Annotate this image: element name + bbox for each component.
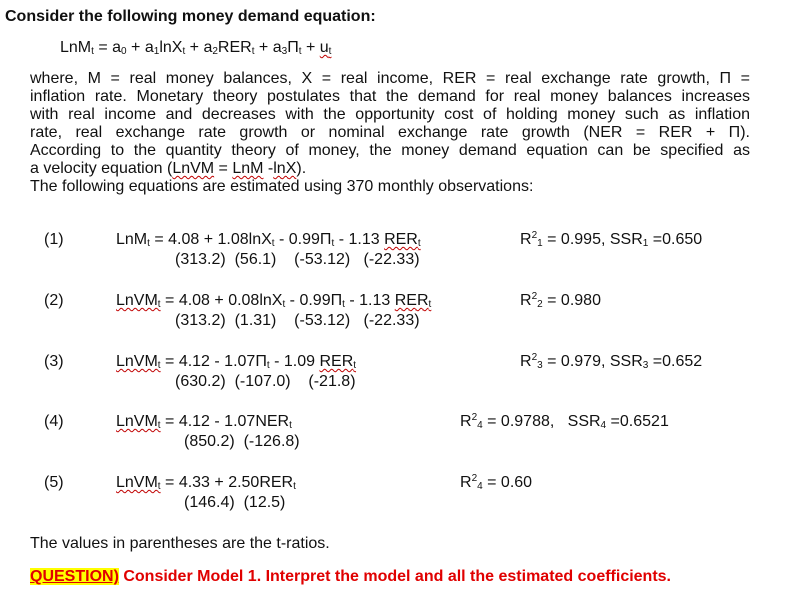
- question-label: QUESTION): [30, 568, 119, 585]
- paragraph-line: The following equations are estimated using 370 monthly observations:: [30, 178, 534, 195]
- paragraph-line: inflation rate. Monetary theory postulates that the demand for real money balances increases: [30, 88, 750, 105]
- model-tratios: (146.4) (12.5): [184, 494, 286, 511]
- model-stats: $R^2_4 = 0.9788$, $SSR_4 =0.6521$: [460, 412, 669, 431]
- model-tratios: (313.2) (1.31) (-53.12) (-22.33): [175, 312, 420, 329]
- model-stats: $R^2_2 = 0.980$: [520, 291, 601, 310]
- model-tratios: (313.2) (56.1) (-53.12) (-22.33): [175, 251, 420, 268]
- model-label: (4): [44, 413, 64, 430]
- paragraph-line: a velocity equation (LnVM = LnM -lnX).: [30, 160, 307, 177]
- model-stats: $R^2_3 = 0.979$, $SSR_3 =0.652$: [520, 352, 703, 371]
- paragraph-line: where, M = real money balances, X = real income, RER = real exchange rate growth, Π =: [30, 70, 750, 87]
- paragraph-line: with real income and decreases with the opportunity cost of holding money such as inflation: [30, 106, 750, 123]
- model-label: (5): [44, 474, 64, 491]
- question-text: Consider Model 1. Interpret the model and all the estimated coefficients.: [118, 568, 671, 585]
- model-stats: $R^2_1 = 0.995$, $SSR_1 =0.650$: [520, 230, 703, 249]
- footnote: The values in parentheses are the t-ratios.: [30, 535, 330, 552]
- model-equation: LnVM$_t$ = $4.12 - 1.07\Pi_t - 1.09$ $RER_t$: [116, 353, 357, 371]
- paragraph-line: According to the quantity theory of money, the money demand equation can be specified as: [30, 142, 750, 159]
- model-label: (3): [44, 353, 64, 370]
- heading: Consider the following money demand equation:: [5, 8, 376, 25]
- explanation-paragraph: [30, 70, 750, 196]
- model-tratios: (630.2) (-107.0) (-21.8): [175, 373, 356, 390]
- main-equation: $LnM_t = a_0 + a_1\ln X_t + a_2RER_t + a_3\Pi_t + u_t$: [60, 39, 332, 57]
- model-equation: LnVM$_t$ = $4.33 + 2.50RER_t$: [116, 474, 296, 492]
- model-tratios: (850.2) (-126.8): [184, 433, 300, 450]
- question: [30, 567, 671, 586]
- model-stats: $R^2_4 = 0.60$: [460, 473, 533, 492]
- model-equation: LnVM$_t$ = $4.12 - 1.07NER_t$: [116, 413, 292, 431]
- model-label: (2): [44, 292, 64, 309]
- model-label: (1): [44, 231, 64, 248]
- paragraph-line: rate, real exchange rate growth or nominal exchange rate growth (NER = RER + Π).: [30, 124, 750, 141]
- model-equation: $LnM_t = 4.08 + 1.08\ln X_t - 0.99\Pi_t - 1.13$ $RER_t$: [116, 231, 421, 249]
- model-equation: LnVM$_t$ = $4.08 + 0.08\ln X_t - 0.99\Pi_t - 1.13$ $RER_t$: [116, 292, 432, 310]
